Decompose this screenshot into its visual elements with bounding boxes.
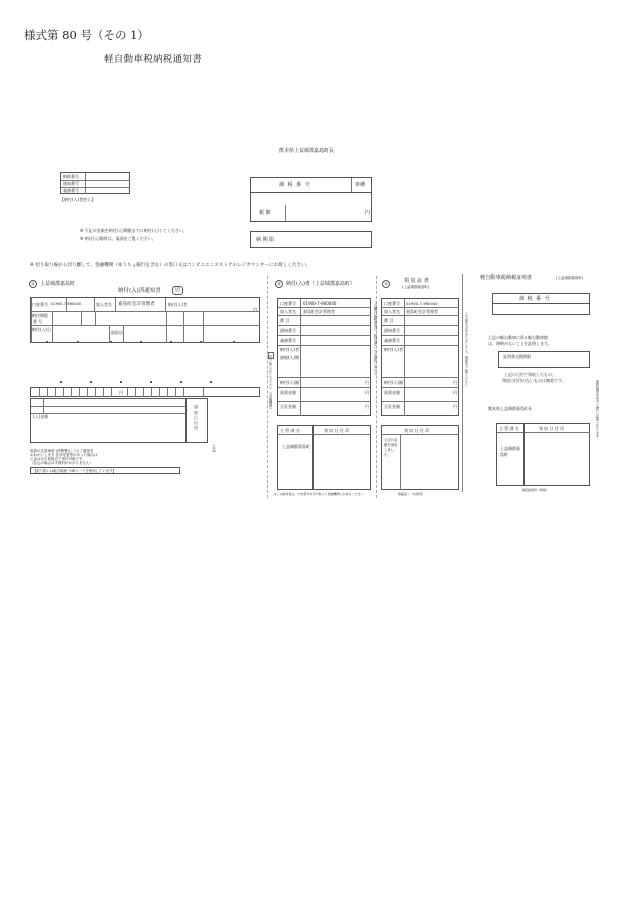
certificate-footer: 継続検査用（車検） [522,488,550,492]
slip2-payee: 嘉島町会計管理者 [303,309,335,314]
certificate-chief-name: 上益城郡嘉島町 [500,446,520,457]
certificate-title: 軽自動車税納税証明書 [480,275,532,281]
certificate-valid-2: 領収日付印のないものは無効です。 [502,378,566,383]
slip2-table [277,298,371,416]
certificate-receipt-box [524,423,590,486]
slip2-account-label: 口座番号 [280,301,296,306]
slip3-note: 上記の金額を領収しました。 [384,438,398,457]
form-number: 様式第 80 号（その 1） [24,28,149,42]
slip1-date-label: 納付(入)日 [32,327,52,332]
slip1-mark: ② [29,280,37,288]
slip2-yen-2: 円 [365,390,369,395]
slip3-row-amount: 納付(入)額 [384,380,404,385]
slip2-row-payer: 納付(入)者 [280,347,300,352]
document-title: 軽自動車税納税通知書 [104,54,203,65]
tax-number-label: 課 税 番 号 [279,182,311,188]
slip3-yen-1: 円 [453,380,457,385]
slip3-payee: 嘉島町会計管理者 [406,309,438,314]
slip3-sub: (上益城郡嘉島町) [402,285,430,289]
due-date-label: 納 期 限 [256,237,275,243]
slip1-footer-box [30,467,180,474]
slip2-row-notice: 通知番号 [280,328,296,333]
slip2-row-obligation: 義務番号 [280,338,296,343]
slip1-period-label: 納付期限 [32,313,48,318]
slip3-footer: 取扱店へ（未使用） [398,492,426,496]
slip1-heading: 納付(入)済通知書 [118,288,161,294]
slip3-heading: 領 収 証 書 [404,278,429,284]
slip3-row-total: 合計金額 [384,404,400,409]
slip1-payee-label: 加入者名 [96,302,112,307]
payment-note-2: ※ 納付(入)場所は、裏面をご覧ください。 [80,236,156,241]
slip2-footer: ※この納付書は、中央部分を切り取って金融機関にお持ちください [274,492,364,496]
slip2-account-number: 01900-7-960040 [303,301,337,306]
slip1-remarks-box [30,398,186,443]
slip2-yen-3: 円 [365,404,369,409]
slip1-footer-box-text: 【取り扱いは地方税統一QRコードを使用しています】 [33,469,117,473]
tax-amount-unit: 円 [365,210,371,216]
payment-note-1: ※ 下記の金額を納付(入)期限までに納付(入)してください。 [80,228,187,233]
certificate-purpose: 証明書交換期限 [503,354,531,359]
slip1-yen-1: 円 [253,307,257,312]
due-date-box [250,231,372,248]
slip2-chief-name: 上益城郡嘉島町 [282,444,310,449]
slip3-mark: ② [382,280,390,288]
slip2-receipt-box [313,425,371,490]
slip1-amount-row [30,387,260,397]
middle-vertical-note-1: この欄の記載事項は、納付書として取扱いません [373,300,377,375]
slip3-receipt-box [381,425,459,490]
obligation-number-label: 義務番号 [63,188,79,193]
slip1-footer-1: 取扱の注意事項 (所轄署)にてのご連絡を [30,449,94,453]
certificate-title-sub: (上益城郡嘉島町) [556,276,584,280]
slip2-heading: 納付(入)書（上益城郡嘉島町） [286,281,355,287]
vehicle-type-label: 車種 [355,182,366,188]
slip3-account-number: 01900-7-960040 [406,301,438,306]
certificate-purpose-box [498,351,590,368]
certificate-body-2: は、滞納がないことを証明します。 [488,341,552,346]
slip1-footer-2: おねがいします 住所変更等があった場合は [30,453,98,457]
slip3-row-notice: 通知番号 [384,328,400,333]
payer-copy-caption: 【納付(入)者控え】 [60,197,96,202]
slip3-row-item: 費 目 [384,318,394,323]
slip1-receipt-stamp-box [186,398,208,443]
slip3-yen-2: 円 [453,390,457,395]
slip2-row-late: 延滞金額 [280,390,296,395]
slip2-row-total: 合計金額 [280,404,296,409]
slip2-row-period: 課税(入)期 [280,355,300,360]
slip3-row-payer: 納付(入)者 [384,347,404,352]
certificate-tax-number-label: 課 税 番 号 [519,296,551,302]
slip2-receipt-label: 領 収 日 付 印 [324,428,350,433]
slip3-row-obligation: 義務番号 [384,338,400,343]
slip3-receipt-label: 領 収 日 付 印 [404,428,430,433]
slip1-stamp: 上益 [212,444,217,452]
certificate-issuer: 熊本県上益城郡嘉島町長 [488,406,532,411]
slip2-chief-label: 主 管 課 名 [280,428,300,433]
issuer-name: 熊本県上益城郡嘉島町長 [279,148,335,154]
tax-number-box [250,177,372,222]
slip1-footer-4: （払込の場合は手数料がかかりません） [30,461,93,465]
certificate-chief-box [496,423,524,486]
slip1-remarks-label: (入)金額 [33,414,49,419]
notice-number-label: 通知番号 [63,181,79,186]
slip1-main-table [30,297,260,343]
slip3-payee-label: 加入者名 [384,309,400,314]
certificate-receipt-label: 領 収 日 付 印 [539,426,565,431]
slip1-payee: 嘉島町会計管理者 [118,302,155,307]
slip1-yen-2: 円 [119,390,123,395]
certificate-chief-label: 主 管 課 名 [499,426,519,431]
slip3-yen-3: 円 [453,404,457,409]
right-vertical-note: 継続検査を受ける際に必要となります [595,380,599,438]
tax-amount-label: 税 額 [259,210,271,216]
slip1-office-label: 取扱店 [111,330,123,335]
certificate-valid-1: 上記の日付で領収したもの、 [504,372,556,377]
reference-numbers-box [60,172,130,194]
slip2-mark: ② [275,280,283,288]
slip3-table [381,298,459,416]
slip2-payee-label: 加入者名 [280,309,296,314]
slip1-receipt-label: 領 収 日 付 印 [194,405,199,431]
slip1-account-number: 01900-7-960040 [51,302,82,306]
slip1-footer-3: 公金は次の取扱店で受付可能です。 [30,457,86,461]
cut-off-notice: ※ 切り取り線から切り離して、金融機関（ゆうちょ銀行を含む）の窓口又はコンビニエンスストアのレジカウンターにお渡しください。 [30,263,311,268]
slip2-row-item: 費 目 [280,318,290,323]
slip1-town: 上益城郡嘉島町 [40,281,76,287]
left-margin-vertical-note: 切り取らないで下さい（金融機関） [269,355,273,411]
tax-payer-number-label: 納税番号 [63,174,79,179]
slip3-account-label: 口座番号 [384,301,400,306]
slip2-row-amount: 納付(入)額 [280,380,300,385]
slip1-logo-icon: 〄 [172,286,183,295]
left-margin-checkbox[interactable] [268,352,274,359]
slip2-yen-1: 円 [365,380,369,385]
slip3-row-late: 延滞金額 [384,390,400,395]
certificate-body-1: 上記の軽自動車に係る軽自動車税 [488,335,548,340]
certificate-tax-number-box [492,293,590,315]
slip1-account-label: 口座番号 [32,302,48,307]
slip2-chief-box [277,425,313,490]
middle-vertical-note-2: ご不明な点がありましたら、裏面をご覧ください [464,312,468,387]
slip1-number-label: 番 号 [33,319,43,324]
slip1-payer-label: 納付(入)者 [168,302,188,307]
